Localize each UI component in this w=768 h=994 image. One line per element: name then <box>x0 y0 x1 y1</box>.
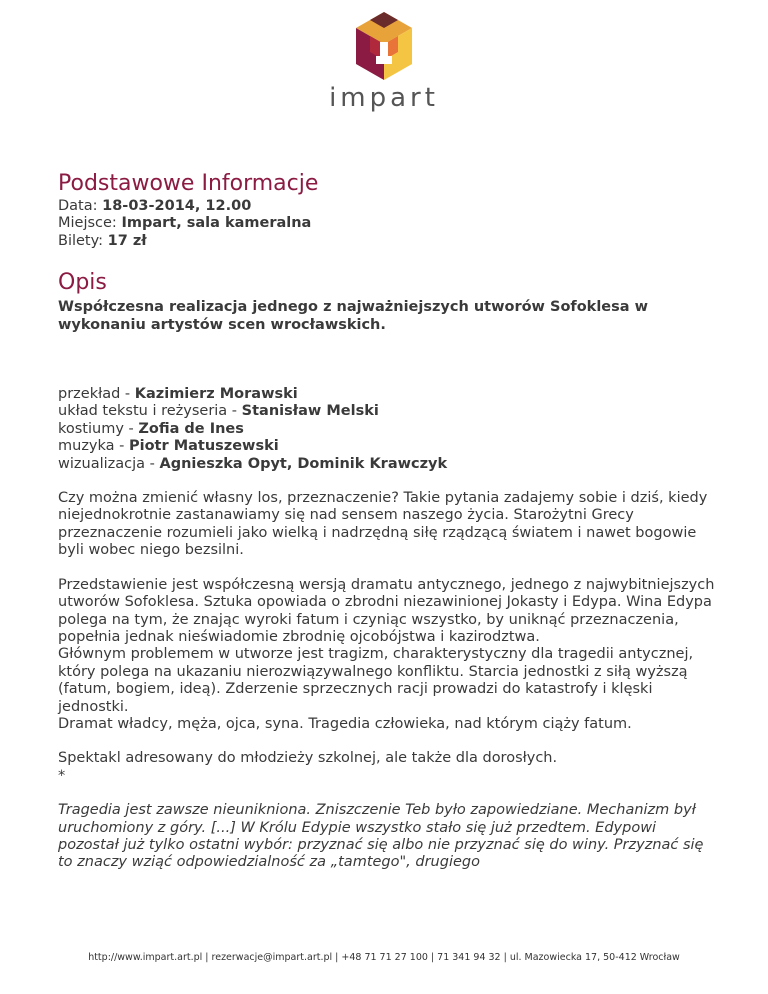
credit-item: muzyka - Piotr Matuszewski <box>58 438 279 455</box>
credit-item: kostiumy - Zofia de Ines <box>58 420 244 437</box>
asterisk-separator: * <box>58 767 66 784</box>
lead-text: Współczesna realizacja jednego z najważniejszych utworów Sofoklesa w wykonaniu artystów scen wrocławskich. <box>58 299 648 333</box>
paragraph-fate: Czy można zmienić własny los, przeznaczenie? Takie pytania zadajemy sobie i dziś, kiedy niejednokrotnie zastanawiamy się nad sensem naszego życia. Starożytni Grecy przeznaczenie rozumieli jako wielką i nadrzędną siłę rządzącą światem i nawet bogowie byli wobec niego bezsilni. <box>58 490 708 559</box>
paragraph-play <box>58 577 718 734</box>
tickets-value: 17 zł <box>107 232 147 249</box>
basic-info-heading: Podstawowe Informacje <box>58 171 319 196</box>
paragraph-audience <box>58 750 718 785</box>
tickets-label: Bilety: <box>58 232 104 249</box>
date-value: 18-03-2014, 12.00 <box>102 198 252 214</box>
quote-text: Tragedia jest zawsze nieunikniona. Zniszczenie Teb było zapowiedziane. Mechanizm był uruchomiony z góry. [...] W Królu Edypie wszystko stało się już przedtem. Edypowi pozostał już tylko ostatni wybór: przyznać się albo nie przyznać się do winy. Przyznać się to znaczy wziąć odpowiedzialność za „tamtego", drugiego <box>58 802 704 871</box>
paragraph-play-part: Dramat władcy, męża, ojca, syna. Tragedia człowieka, nad którym ciąży fatum. <box>58 715 632 732</box>
credit-item: wizualizacja - Agnieszka Opyt, Dominik Krawczyk <box>58 455 448 472</box>
credits-list <box>58 386 718 473</box>
place-value: Impart, sala kameralna <box>121 215 312 232</box>
logo <box>0 12 768 112</box>
description-heading: Opis <box>58 270 107 296</box>
place-label: Miejsce: <box>58 215 117 232</box>
paragraph-play-part: Głównym problemem w utworze jest tragizm, charakterystyczny dla tragedii antycznej, który polega na ukazaniu nierozwiązywalnego konfliktu. Starcia jednostki z siłą wyższą (fatum, bogiem, ideą). Zderzenie sprzecznych racji prowadzi do katastrofy i klęski jednostki. <box>58 646 694 715</box>
credit-item: układ tekstu i reżyseria - Stanisław Melski <box>58 403 379 420</box>
logo-wordmark: impart <box>329 83 439 113</box>
tickets-line <box>58 233 718 250</box>
impart-logo-icon <box>354 12 414 80</box>
date-line <box>58 198 718 215</box>
audience-text: Spektakl adresowany do młodzieży szkolnej, ale także dla dorosłych. <box>58 750 558 767</box>
date-label: Data: <box>58 198 98 214</box>
main-content <box>58 170 718 872</box>
credit-item: przekład - Kazimierz Morawski <box>58 386 298 403</box>
paragraph-play-part: Przedstawienie jest współczesną wersją dramatu antycznego, jednego z najwybitniejszych utworów Sofoklesa. Sztuka opowiada o zbrodni niezawinionej Jokasty i Edypa. Wina Edypa polega na tym, że znając wyroki fatum i czyniąc wszystko, by uniknąć przeznaczenia, popełnia jednak nieświadomie zbrodnię ojcobójstwa i kazirodztwa. <box>58 576 715 645</box>
footer-contact: http://www.impart.art.pl | rezerwacje@impart.art.pl | +48 71 71 27 100 | 71 341 94 32 | ul. Mazowiecka 17, 50-412 Wrocław <box>88 952 680 963</box>
place-line <box>58 215 718 232</box>
